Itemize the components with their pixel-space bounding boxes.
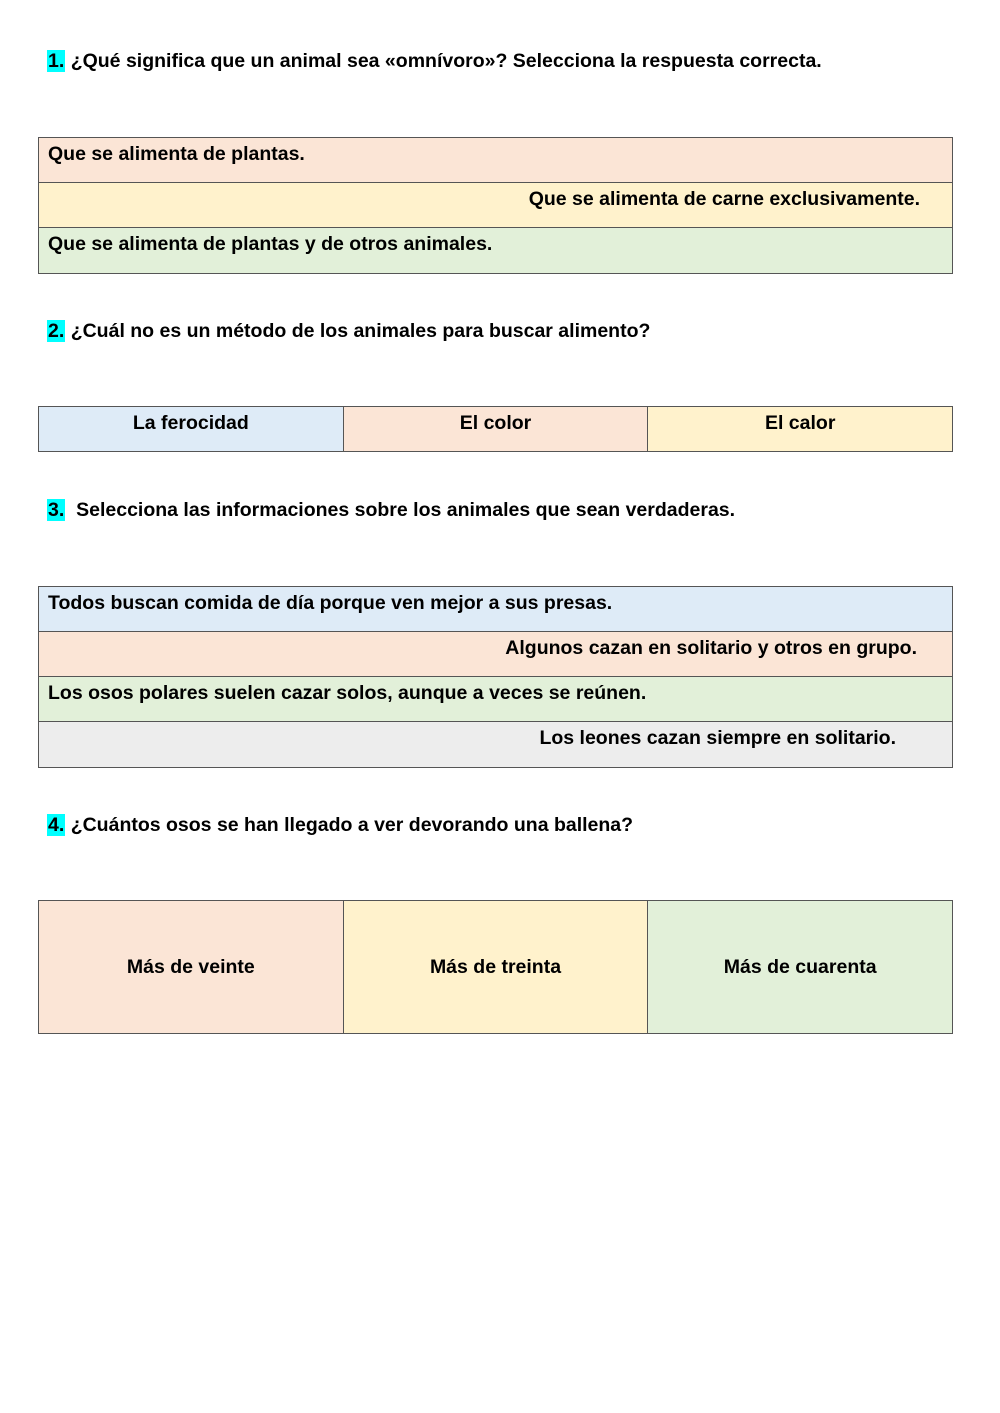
question-2-text: ¿Cuál no es un método de los animales para buscar alimento? bbox=[70, 320, 651, 342]
question-2-number: 2. bbox=[48, 320, 65, 342]
question-2-title bbox=[47, 320, 650, 343]
question-2-options bbox=[38, 406, 953, 452]
question-1-options bbox=[38, 137, 953, 274]
q4-option-1[interactable]: Más de veinte bbox=[39, 901, 344, 1033]
question-3-number: 3. bbox=[48, 499, 65, 521]
question-1-title bbox=[47, 50, 822, 73]
question-1-text: ¿Qué significa que un animal sea «omnívoro»? Selecciona la respuesta correcta. bbox=[70, 50, 822, 72]
question-4-number: 4. bbox=[48, 814, 65, 836]
question-4-title bbox=[47, 814, 633, 837]
q2-option-2[interactable]: El color bbox=[344, 407, 649, 451]
question-3-options bbox=[38, 586, 953, 768]
q3-option-3[interactable]: Los osos polares suelen cazar solos, aunque a veces se reúnen. bbox=[39, 677, 952, 722]
q4-option-2[interactable]: Más de treinta bbox=[344, 901, 649, 1033]
q3-option-1[interactable]: Todos buscan comida de día porque ven mejor a sus presas. bbox=[39, 587, 952, 632]
q1-option-3[interactable]: Que se alimenta de plantas y de otros animales. bbox=[39, 228, 952, 273]
q1-option-1[interactable]: Que se alimenta de plantas. bbox=[39, 138, 952, 183]
q1-option-2[interactable]: Que se alimenta de carne exclusivamente. bbox=[39, 183, 952, 228]
q3-option-4[interactable]: Los leones cazan siempre en solitario. bbox=[39, 722, 952, 767]
question-1-number: 1. bbox=[48, 50, 65, 72]
q4-option-3[interactable]: Más de cuarenta bbox=[648, 901, 952, 1033]
question-3-text: Selecciona las informaciones sobre los animales que sean verdaderas. bbox=[76, 499, 736, 521]
question-4-options bbox=[38, 900, 953, 1034]
q2-option-3[interactable]: El calor bbox=[648, 407, 952, 451]
q2-option-1[interactable]: La ferocidad bbox=[39, 407, 344, 451]
question-4-text: ¿Cuántos osos se han llegado a ver devorando una ballena? bbox=[70, 814, 634, 836]
question-3-title bbox=[47, 499, 735, 522]
q3-option-2[interactable]: Algunos cazan en solitario y otros en grupo. bbox=[39, 632, 952, 677]
